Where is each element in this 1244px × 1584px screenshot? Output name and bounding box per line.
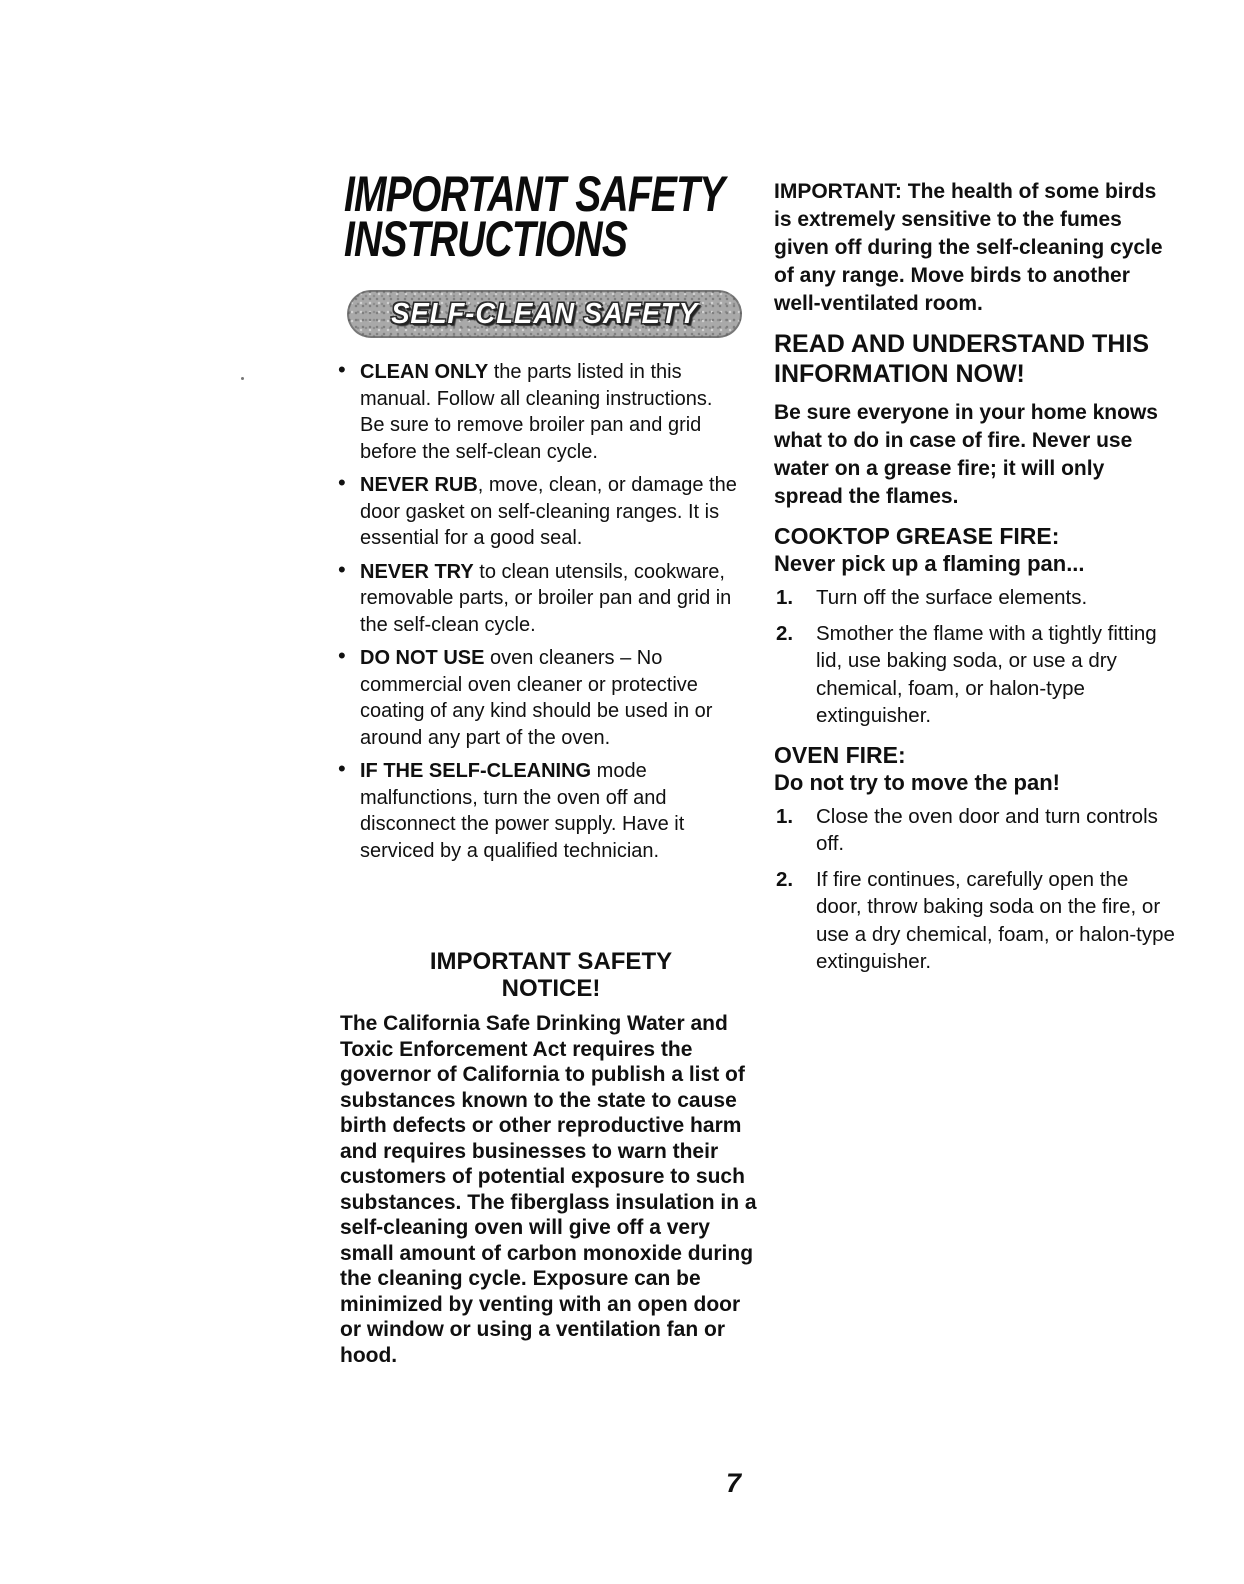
important-text: The health of some birds is extremely sensitive to the fumes given off during the self-cleaning cycle of any range. Move birds to another well-ventilated room. [774, 180, 1163, 315]
step-number: 1. [776, 804, 794, 828]
bullet-lead: CLEAN ONLY [360, 361, 489, 383]
oven-fire-subheading: Do not try to move the pan! [774, 769, 1060, 795]
important-safety-notice-section [340, 948, 762, 1368]
bullet-lead: NEVER TRY [360, 560, 474, 583]
step-item [774, 584, 1176, 612]
bullet-do-not-use [336, 645, 740, 751]
bullet-text: , move, clean, or damage the door gasket on self-cleaning ranges. It is essential for a good seal. [360, 474, 737, 549]
bullet-text: mode malfunctions, turn the oven off and disconnect the power supply. Have it serviced by a qualified technician. [360, 760, 685, 862]
step-text: Close the oven door and turn controls off. [816, 804, 1158, 855]
bullet-text: to clean utensils, cookware, removable parts, or broiler pan and grid in the self-clean cycle. [360, 560, 732, 636]
oven-fire-heading: OVEN FIRE: [774, 741, 906, 768]
page-number: 7 [726, 1468, 742, 1498]
cooktop-grease-fire-steps [774, 584, 1176, 730]
bullet-text: oven cleaners – No commercial oven cleaner or protective coating of any kind should be used in or around any part of the oven. [360, 647, 713, 749]
step-number: 1. [776, 586, 794, 609]
cooktop-grease-fire-subheading: Never pick up a flaming pan... [774, 551, 1085, 576]
read-understand-body: Be sure everyone in your home knows what to do in case of fire. Never use water on a grease fire; it will only spread the flames. [774, 401, 1158, 508]
birds-important-paragraph [774, 178, 1176, 318]
page-title-line1: IMPORTANT SAFETY [344, 166, 725, 222]
bullet-text: the parts listed in this manual. Follow all cleaning instructions. Be sure to remove broiler pan and grid before the self-clean cycle. [360, 361, 713, 463]
step-item [774, 620, 1176, 730]
notice-heading: IMPORTANT SAFETY NOTICE! [429, 948, 673, 1002]
notice-body: The California Safe Drinking Water and Toxic Enforcement Act requires the governor of California to publish a list of substances known to the state to cause birth defects or other reproductive harm and requires businesses to warn their customers of potential exposure to such substances. The fiberglass insulation in a self-cleaning oven will give off a very small amount of carbon monoxide during the cleaning cycle. Exposure can be minimized by venting with an open door or window or using a ventilation fan or hood. [340, 1012, 757, 1367]
step-text: If fire continues, carefully open the door, throw baking soda on the fire, or use a dry chemical, foam, or halon-type extinguisher. [816, 867, 1175, 973]
step-text: Smother the flame with a tightly fitting lid, use baking soda, or use a dry chemical, foam, or halon-type extinguisher. [816, 621, 1157, 727]
bullet-lead: NEVER RUB [360, 474, 478, 496]
oven-fire-section [774, 742, 1176, 976]
bullet-lead: IF THE SELF-CLEANING [360, 760, 592, 782]
right-column [774, 178, 1176, 984]
page-title-line2: INSTRUCTIONS [344, 211, 628, 267]
cooktop-grease-fire-section [774, 523, 1176, 730]
bullet-lead: DO NOT USE [360, 647, 485, 669]
scan-speck [241, 377, 244, 380]
step-item [774, 803, 1176, 858]
step-number: 2. [776, 867, 794, 891]
oven-fire-steps [774, 803, 1176, 976]
step-item [774, 866, 1176, 976]
safety-bullet-list [336, 359, 740, 871]
read-understand-heading: READ AND UNDERSTAND THIS INFORMATION NOW! [774, 330, 1149, 388]
important-lead: IMPORTANT: [774, 180, 902, 203]
bullet-self-cleaning-malfunction [336, 758, 740, 864]
cooktop-grease-fire-heading: COOKTOP GREASE FIRE: [774, 523, 1060, 549]
bullet-clean-only [336, 359, 740, 465]
self-clean-safety-badge [347, 290, 742, 338]
step-text: Turn off the surface elements. [816, 586, 1088, 609]
bullet-never-try [336, 559, 740, 639]
step-number: 2. [776, 621, 794, 645]
self-clean-safety-badge-label: SELF-CLEAN SAFETY [391, 297, 698, 330]
page-title [344, 166, 725, 267]
bullet-never-rub [336, 472, 740, 552]
